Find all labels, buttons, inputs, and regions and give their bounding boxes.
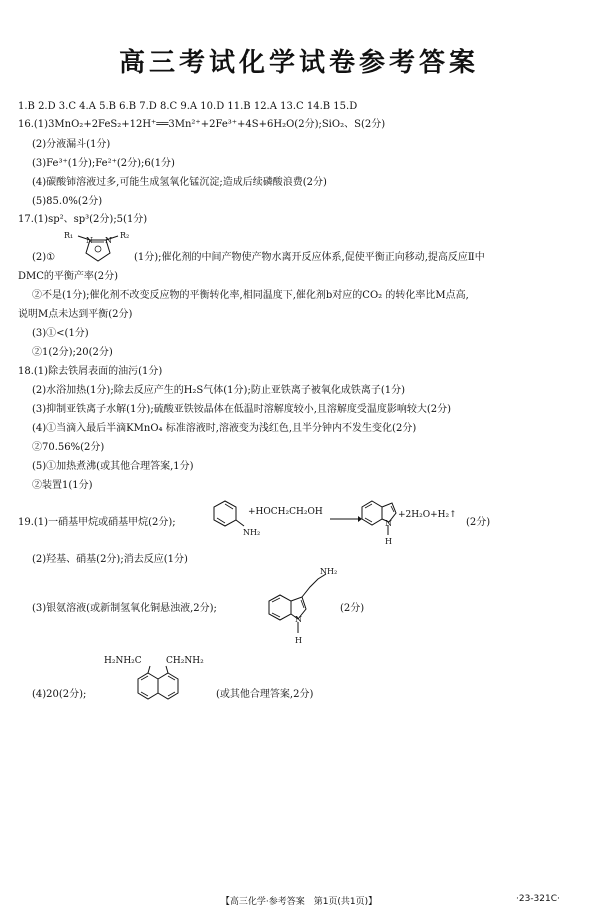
q17-line-7: ②1(2分);20(2分) <box>32 347 113 358</box>
imidazolium-structure <box>60 229 140 269</box>
q17-line-2a: (2)① <box>32 252 56 263</box>
q19-ch2nh2-left: H₂NH₂C <box>104 656 142 666</box>
q18-line-2: (2)水浴加热(1分);除去反应产生的H₂S气体(1分);防止亚铁离子被氧化成铁离子(1分) <box>32 385 405 396</box>
page-title: 高三考试化学试卷参考答案 <box>118 48 479 78</box>
multiple-choice-answers: 1.B 2.D 3.C 4.A 5.B 6.B 7.D 8.C 9.A 10.D 11.B 12.A 13.C 14.B 15.D <box>18 101 358 112</box>
q19-line-4b: (或其他合理答案,2分) <box>216 689 314 700</box>
q17-line-2b: (1分);催化剂的中间产物使产物水离开反应体系,促使平衡正向移动,提高反应Ⅱ中 <box>134 252 485 263</box>
r1-label: R₁ <box>64 231 74 240</box>
indole-h-label: H <box>385 537 392 546</box>
nitrogen-label-2: N <box>105 236 112 245</box>
aniline-nh2-label: NH₂ <box>243 528 261 537</box>
q19-score-3: (2分) <box>340 603 365 614</box>
naphthalene-structure <box>130 666 190 726</box>
q18-line-6: (5)①加热煮沸(或其他合理答案,1分) <box>32 461 194 472</box>
footer-exam-code: ·23-321C· <box>516 894 560 904</box>
tryptamine-h-label: H <box>295 636 302 645</box>
reaction-arrow <box>330 508 362 527</box>
q18-line-4: (4)①当滴入最后半滴KMnO₄ 标准溶液时,溶液变为浅红色,且半分钟内不发生变化(2分) <box>32 423 417 434</box>
q19-score-1: (2分) <box>466 517 491 528</box>
q18-line-7: ②装置1(1分) <box>32 480 93 491</box>
q16-line-4: (4)碳酸铈溶液过多,可能生成氢氧化锰沉淀;造成后续磷酸浪费(2分) <box>32 177 327 188</box>
tryptamine-n-label: N <box>295 615 302 624</box>
q19-line-4a: (4)20(2分); <box>32 689 87 700</box>
q17-line-5: 说明M点未达到平衡(2分) <box>18 309 133 320</box>
q19-line-2: (2)羟基、硝基(2分);消去反应(1分) <box>32 554 188 565</box>
tryptamine-structure <box>266 565 346 655</box>
nitrogen-label-1: N <box>86 236 93 245</box>
indole-n-label: N <box>385 519 392 528</box>
q16-line-1: 16.(1)3MnO₂+2FeS₂+12H⁺══3Mn²⁺+2Fe³⁺+4S+6H₂O(2分);SiO₂、S(2分) <box>18 119 386 130</box>
q19-reagent: +HOCH₂CH₂OH <box>248 507 323 517</box>
q19-product-tail: +2H₂O+H₂↑ <box>398 510 457 520</box>
tryptamine-nh2-label: NH₂ <box>320 567 338 576</box>
q17-line-4: ②不是(1分);催化剂不改变反应物的平衡转化率,相同温度下,催化剂b对应的CO₂ 的转化率比M点高, <box>32 290 469 301</box>
q18-line-1: 18.(1)除去铁屑表面的油污(1分) <box>18 366 163 377</box>
q18-line-3: (3)抑制亚铁离子水解(1分);硫酸亚铁铵晶体在低温时溶解度较小,且溶解度受温度影响较大(2分) <box>32 404 452 415</box>
q17-line-1: 17.(1)sp²、sp³(2分);5(1分) <box>18 214 148 225</box>
footer-page-info: 【高三化学·参考答案 第1页(共1页)】 <box>220 897 378 907</box>
indole-structure <box>360 495 410 551</box>
r2-label: R₂ <box>120 231 130 240</box>
q17-line-3: DMC的平衡产率(2分) <box>18 271 119 282</box>
q18-line-5: ②70.56%(2分) <box>32 442 105 453</box>
q19-ch2nh2-right: CH₂NH₂ <box>166 656 204 666</box>
q16-line-5: (5)85.0%(2分) <box>32 196 103 207</box>
q16-line-3: (3)Fe³⁺(1分);Fe²⁺(2分);6(1分) <box>32 158 175 169</box>
q19-line-1: 19.(1)一硝基甲烷或硝基甲烷(2分); <box>18 517 176 528</box>
aniline-structure <box>205 495 265 543</box>
q19-line-3: (3)银氨溶液(或新制氢氧化铜悬浊液,2分); <box>32 603 217 614</box>
q16-line-2: (2)分液漏斗(1分) <box>32 139 111 150</box>
q17-line-6: (3)①<(1分) <box>32 328 89 339</box>
